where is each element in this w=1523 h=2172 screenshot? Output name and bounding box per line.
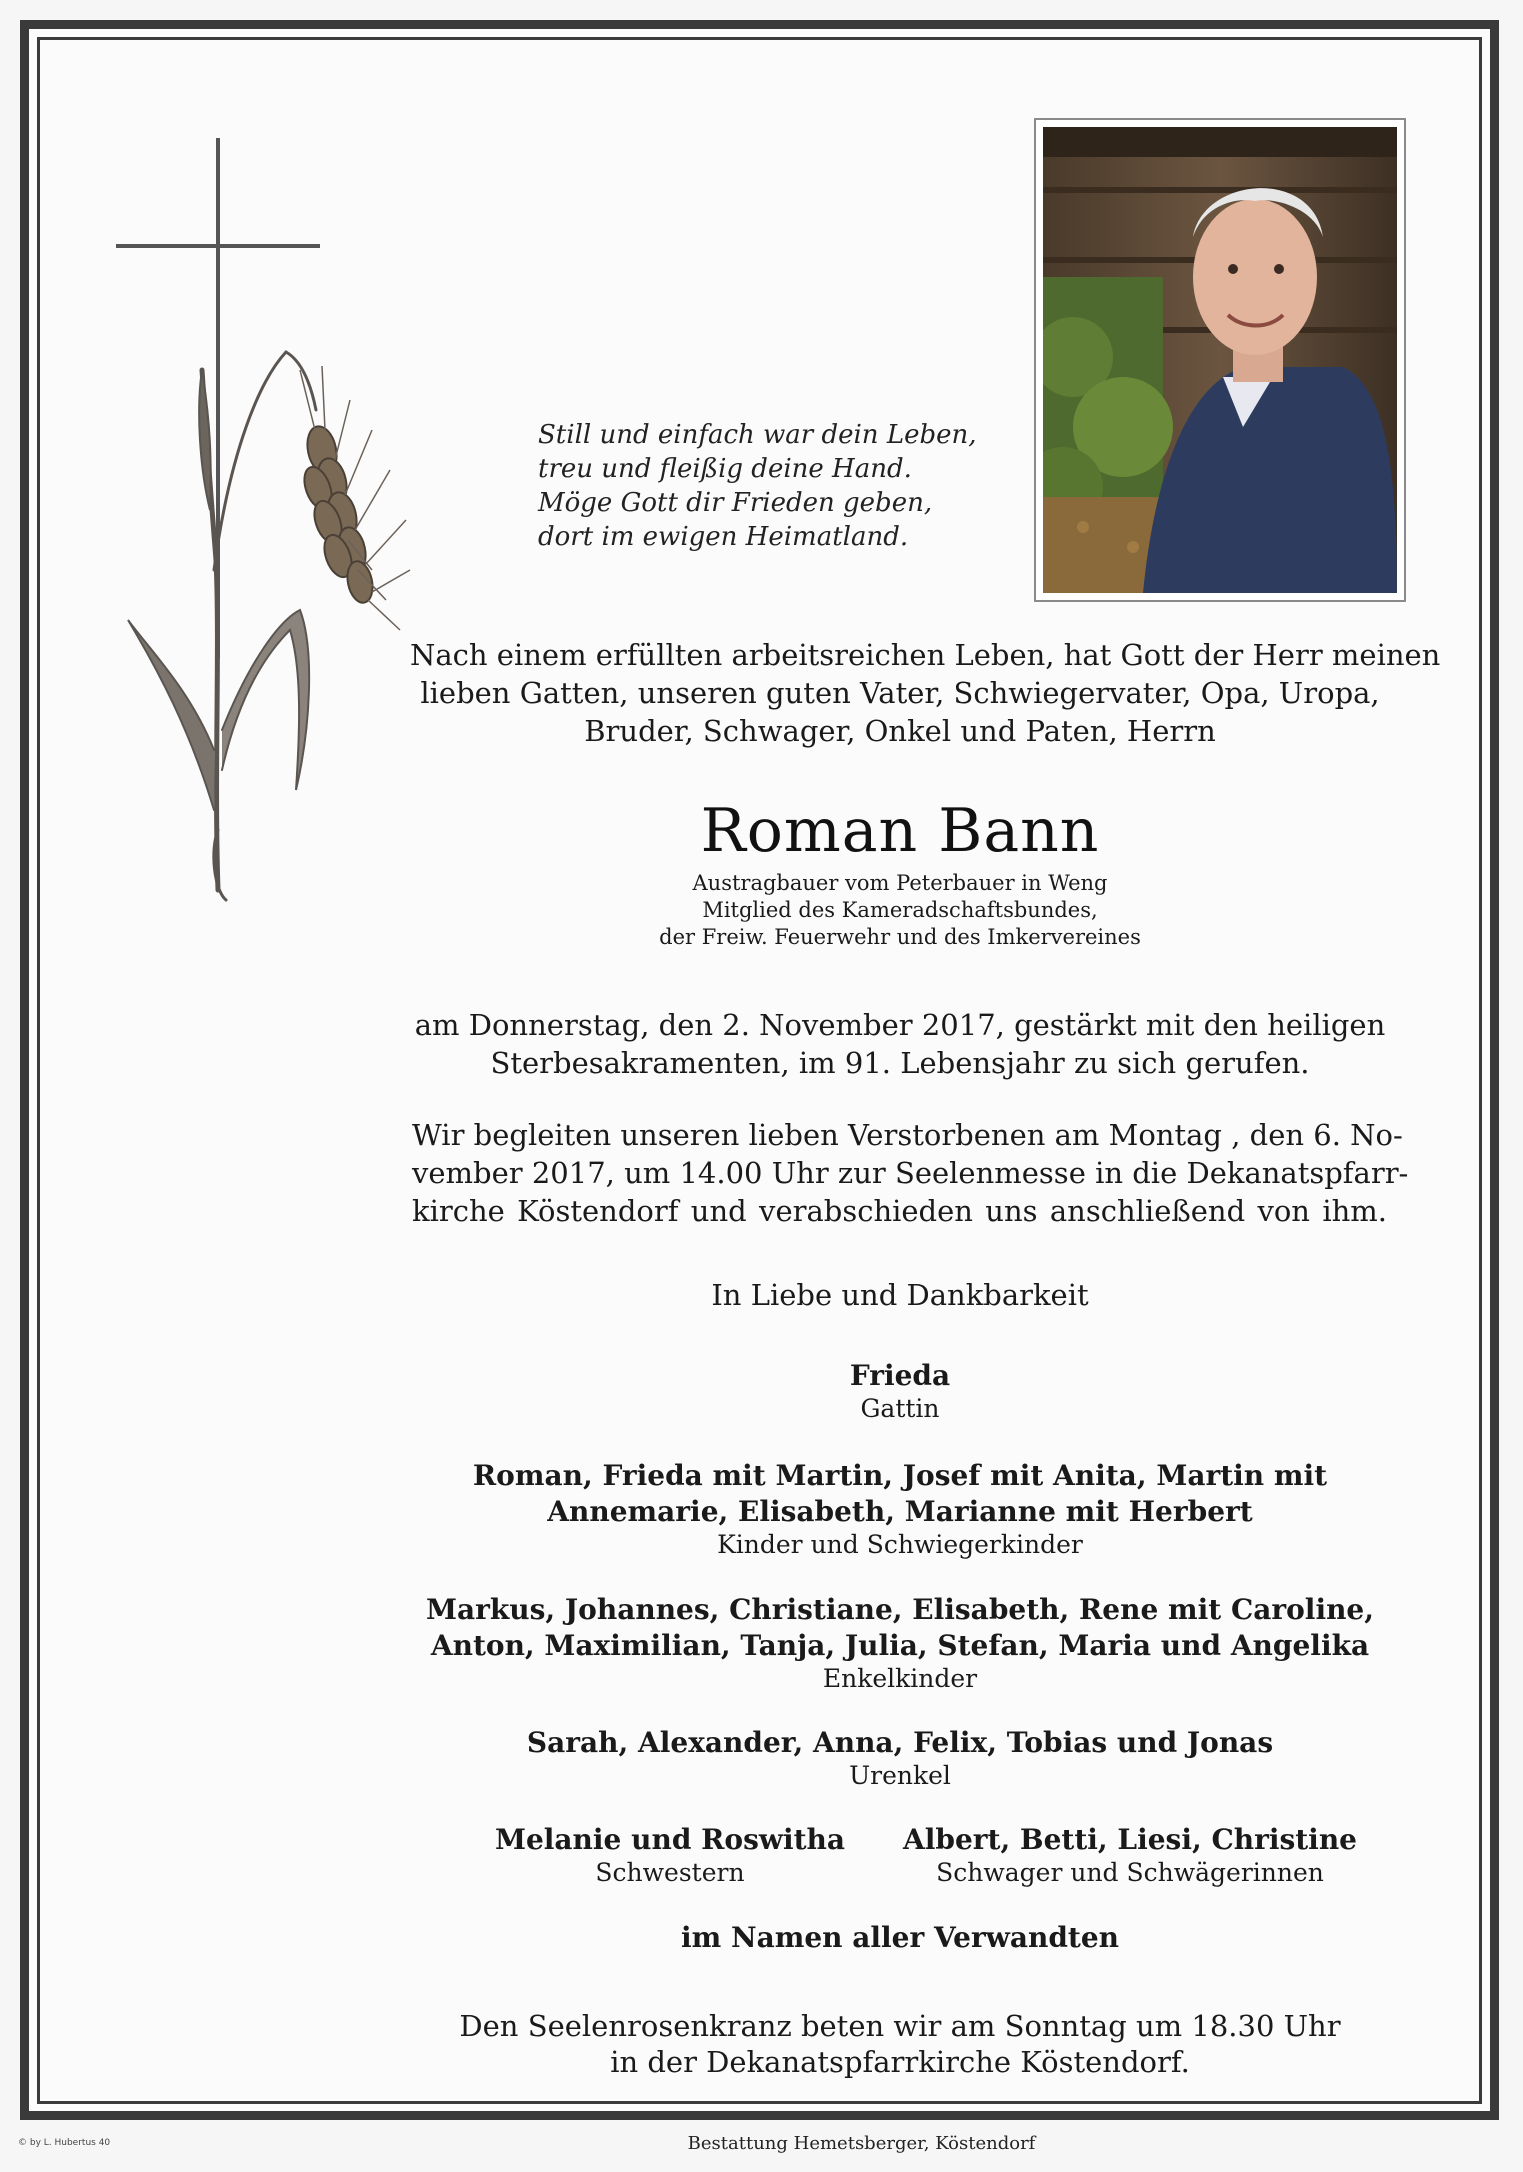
family-group-grandchildren — [410, 1592, 1390, 1694]
deceased-titles — [410, 870, 1390, 951]
copyright-note: © by L. Hubertus 40 — [18, 2138, 111, 2148]
funeral-line: Wir begleiten unseren lieben Verstorbenen am Montag , den 6. No- — [412, 1118, 1403, 1152]
undertaker-name: Bestattung Hemetsberger, Köstendorf — [687, 2133, 1036, 2154]
poem-line: dort im ewigen Heimatland. — [538, 522, 909, 552]
relatives-line: im Namen aller Verwandten — [680, 1921, 1120, 1954]
family-group-in-laws — [870, 1822, 1390, 1888]
title-line: Mitglied des Kameradschaftsbundes, — [702, 898, 1098, 922]
rosary-line: in der Dekanatspfarrkirche Köstendorf. — [610, 2045, 1190, 2079]
family-role: Kinder und Schwiegerkinder — [717, 1530, 1083, 1559]
announcement-lead — [410, 636, 1441, 750]
portrait-frame — [1034, 118, 1406, 602]
funeral-line: kirche Köstendorf und verabschieden uns anschließend von ihm. — [412, 1194, 1387, 1228]
family-names: Melanie und Roswitha — [494, 1823, 846, 1856]
death-line: Sterbesakramenten, im 91. Lebensjahr zu sich gerufen. — [490, 1046, 1310, 1080]
family-role: Schwestern — [595, 1858, 745, 1887]
death-notice — [410, 1006, 1390, 1082]
lead-line: lieben Gatten, unseren guten Vater, Schwiegervater, Opa, Uropa, — [420, 676, 1380, 710]
poem-line: Möge Gott dir Frieden geben, — [538, 488, 933, 518]
family-group-sisters — [440, 1822, 900, 1888]
wheat-icon — [128, 352, 316, 900]
poem-line: treu und fleißig deine Hand. — [538, 454, 912, 484]
memorial-poem — [538, 418, 998, 554]
family-role: Enkelkinder — [822, 1664, 978, 1693]
family-names: Anton, Maximilian, Tanja, Julia, Stefan, Maria und Angelika — [430, 1629, 1370, 1662]
family-group-great-grandchildren — [410, 1725, 1390, 1791]
thanks-line: In Liebe und Dankbarkeit — [711, 1278, 1089, 1312]
portrait-photo — [1043, 127, 1397, 593]
title-line: der Freiw. Feuerwehr und des Imkervereines — [659, 925, 1141, 949]
family-role: Gattin — [860, 1394, 940, 1423]
family-role: Schwager und Schwägerinnen — [936, 1858, 1324, 1887]
deceased-name: Roman Bann — [700, 796, 1100, 866]
rosary-line: Den Seelenrosenkranz beten wir am Sonntag um 18.30 Uhr — [459, 2009, 1341, 2043]
family-names: Roman, Frieda mit Martin, Josef mit Anita, Martin mit — [472, 1459, 1328, 1492]
lead-line: Bruder, Schwager, Onkel und Paten, Herrn — [584, 714, 1216, 748]
family-names: Sarah, Alexander, Anna, Felix, Tobias und Jonas — [526, 1726, 1274, 1759]
funeral-line: vember 2017, um 14.00 Uhr zur Seelenmesse in die Dekanatspfarr- — [412, 1156, 1409, 1190]
funeral-notice — [412, 1116, 1409, 1230]
cross-and-wheat-illustration — [110, 130, 430, 910]
family-role: Urenkel — [849, 1761, 951, 1790]
rosary-notice — [410, 2008, 1390, 2080]
family-names: Frieda — [849, 1359, 951, 1392]
portrait-image — [1043, 127, 1397, 593]
title-line: Austragbauer vom Peterbauer in Weng — [692, 871, 1108, 895]
family-group-children — [410, 1458, 1390, 1560]
family-names: Albert, Betti, Liesi, Christine — [903, 1823, 1357, 1856]
family-names: Markus, Johannes, Christiane, Elisabeth, Rene mit Caroline, — [426, 1593, 1374, 1626]
poem-line: Still und einfach war dein Leben, — [538, 420, 977, 450]
family-group-spouse — [410, 1358, 1390, 1424]
lead-line: Nach einem erfüllten arbeitsreichen Leben, hat Gott der Herr meinen — [410, 638, 1441, 672]
family-names: Annemarie, Elisabeth, Marianne mit Herbert — [547, 1495, 1253, 1528]
death-line: am Donnerstag, den 2. November 2017, gestärkt mit den heiligen — [414, 1008, 1386, 1042]
